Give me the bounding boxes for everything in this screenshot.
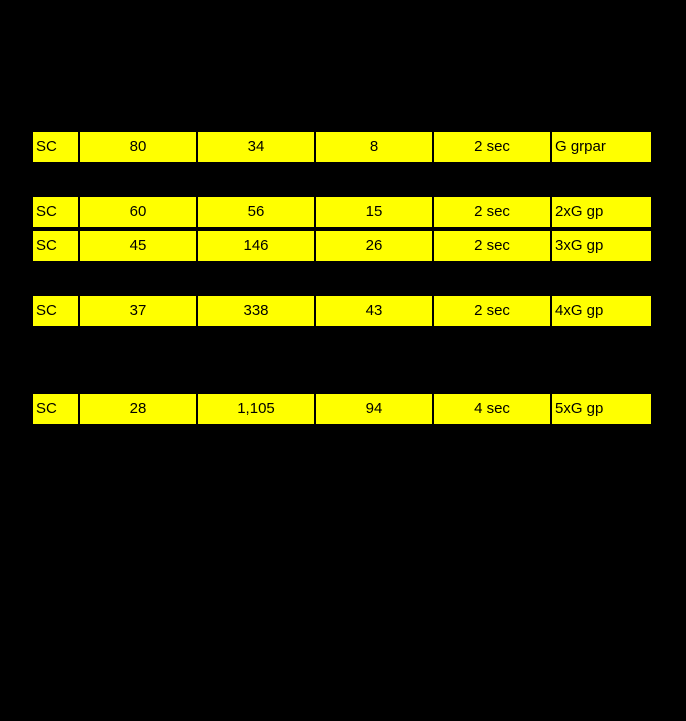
cell-value-3[interactable]: 15 <box>316 197 434 227</box>
cell-group[interactable]: 5xG gp <box>552 394 651 424</box>
cell-duration[interactable]: 2 sec <box>434 231 552 261</box>
cell-duration[interactable]: 2 sec <box>434 296 552 326</box>
cell-duration[interactable]: 2 sec <box>434 197 552 227</box>
cell-label[interactable]: SC <box>33 394 80 424</box>
cell-value-3[interactable]: 8 <box>316 132 434 162</box>
cell-group[interactable]: 2xG gp <box>552 197 651 227</box>
cell-value-1[interactable]: 60 <box>80 197 198 227</box>
table-row[interactable] <box>33 296 651 326</box>
cell-value-2[interactable]: 34 <box>198 132 316 162</box>
cell-label[interactable]: SC <box>33 296 80 326</box>
cell-value-3[interactable]: 94 <box>316 394 434 424</box>
cell-group[interactable]: 3xG gp <box>552 231 651 261</box>
table-row[interactable] <box>33 132 651 162</box>
table-row[interactable] <box>33 394 651 424</box>
cell-value-2[interactable]: 1,105 <box>198 394 316 424</box>
cell-group[interactable]: G grpar <box>552 132 651 162</box>
cell-value-3[interactable]: 26 <box>316 231 434 261</box>
cell-label[interactable]: SC <box>33 197 80 227</box>
cell-value-2[interactable]: 338 <box>198 296 316 326</box>
cell-value-3[interactable]: 43 <box>316 296 434 326</box>
cell-value-1[interactable]: 45 <box>80 231 198 261</box>
cell-value-1[interactable]: 28 <box>80 394 198 424</box>
cell-value-2[interactable]: 56 <box>198 197 316 227</box>
cell-value-2[interactable]: 146 <box>198 231 316 261</box>
table-row[interactable] <box>33 231 651 261</box>
cell-label[interactable]: SC <box>33 132 80 162</box>
cell-label[interactable]: SC <box>33 231 80 261</box>
cell-value-1[interactable]: 37 <box>80 296 198 326</box>
cell-duration[interactable]: 2 sec <box>434 132 552 162</box>
table-row[interactable] <box>33 197 651 227</box>
cell-duration[interactable]: 4 sec <box>434 394 552 424</box>
cell-value-1[interactable]: 80 <box>80 132 198 162</box>
cell-group[interactable]: 4xG gp <box>552 296 651 326</box>
